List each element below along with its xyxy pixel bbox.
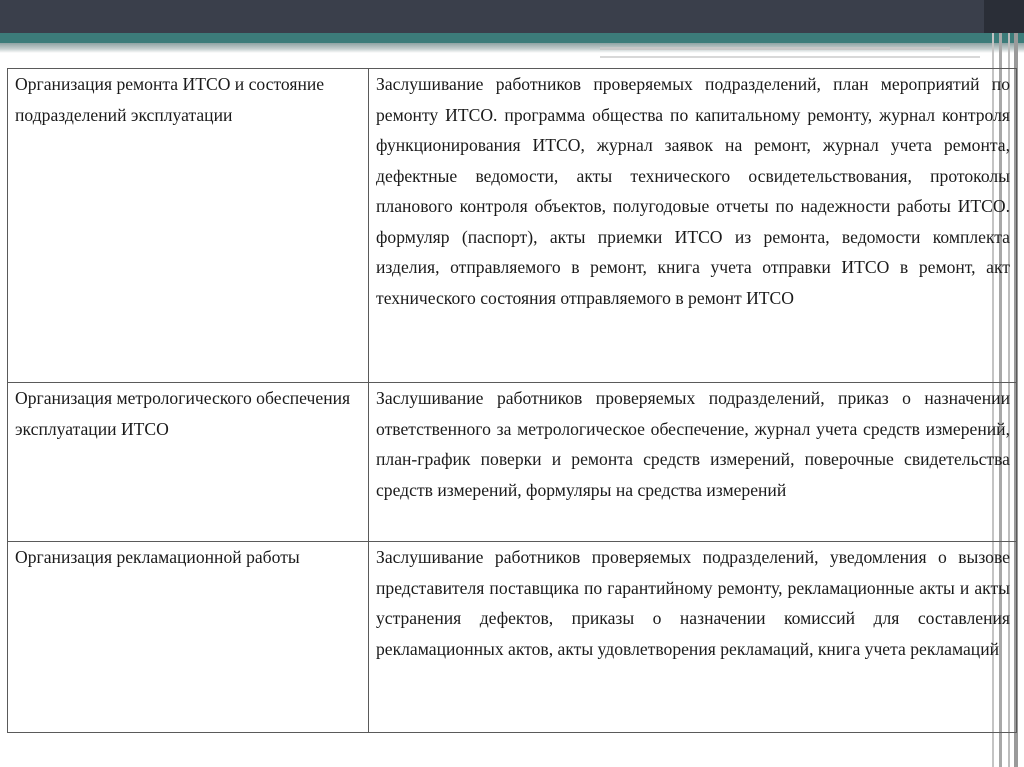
table-row	[8, 383, 1017, 542]
documents-cell: Заслушивание работников проверяемых подразделений, план мероприятий по ремонту ИТСО. программа общества по капитальному ремонту, журнал контроля функционирования ИТСО, журнал заявок на ремонт, журнал учета ремонта, дефектные ведомости, акты технического освидетельствования, протоколы планового контроля объектов, полугодовые отчеты по надежности работы ИТСО. формуляр (паспорт), акты приемки ИТСО из ремонта, ведомости комплекта изделия, отправляемого в ремонт, книга учета отправки ИТСО в ремонт, акт технического состояния отправляемого в ремонт ИТСО	[369, 69, 1017, 383]
table-row	[8, 542, 1017, 733]
documents-cell: Заслушивание работников проверяемых подразделений, приказ о назначении ответственного за метрологическое обеспечение, журнал учета средств измерений, план-график поверки и ремонта средств измерений, поверочные свидетельства средств измерений, формуляры на средства измерений	[369, 383, 1017, 542]
topic-cell: Организация метрологического обеспечения эксплуатации ИТСО	[8, 383, 369, 542]
inspection-table	[7, 68, 1017, 733]
header-rule-lower	[600, 56, 980, 58]
header-band-dark	[0, 0, 1024, 33]
topic-cell: Организация ремонта ИТСО и состояние подразделений эксплуатации	[8, 69, 369, 383]
header-band-teal	[0, 33, 1024, 43]
header-rule-upper	[600, 47, 950, 50]
topic-cell: Организация рекламационной работы	[8, 542, 369, 733]
header-corner-dark	[984, 0, 1024, 33]
table-row	[8, 69, 1017, 383]
documents-cell: Заслушивание работников проверяемых подразделений, уведомления о вызове представителя поставщика по гарантийному ремонту, рекламационные акты и акты устранения дефектов, приказы о назначении комиссий для составления рекламационных актов, акты удовлетворения рекламаций, книга учета рекламаций	[369, 542, 1017, 733]
